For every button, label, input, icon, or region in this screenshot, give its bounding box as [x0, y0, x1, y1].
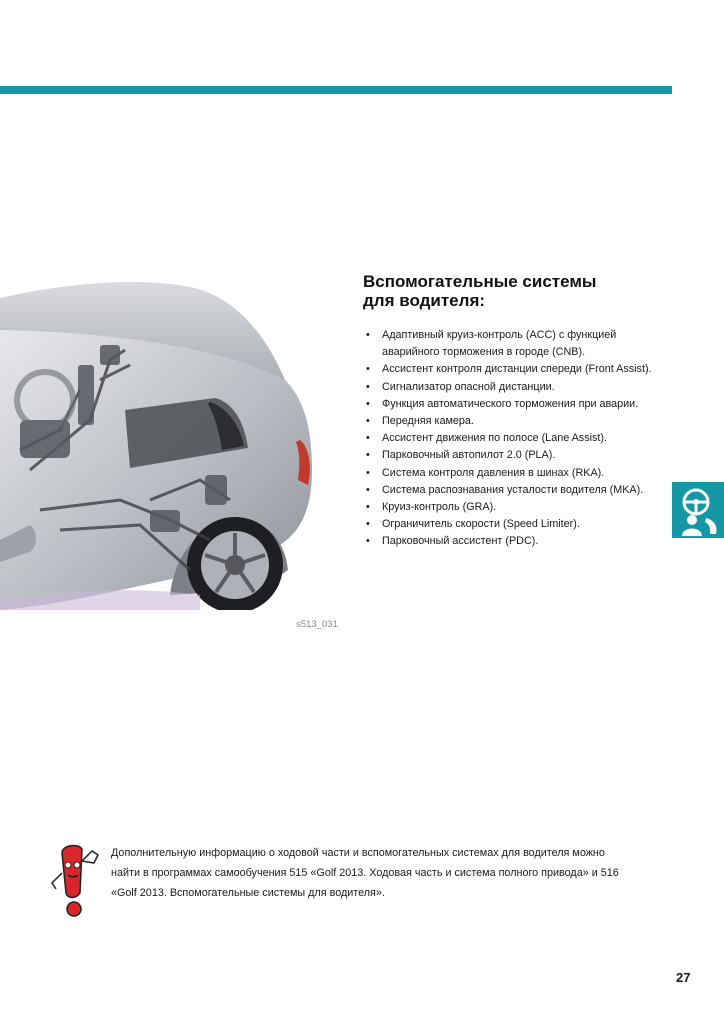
section-heading [363, 272, 663, 310]
note-text: Дополнительную информацию о ходовой части и вспомогательных системах для водителя можно найти в программах самообучения 515 «Golf 2013. Ходовая часть и система полного привода» и 516 «Golf 2013. Вспомогательные системы для водителя». [111, 847, 619, 899]
steering-wheel-driver-icon [672, 482, 724, 538]
figure-caption: s513_031 [296, 619, 338, 630]
section-heading-line2: для водителя: [363, 291, 486, 310]
header-accent-bar [0, 86, 672, 94]
list-item: • Передняя камера. [366, 413, 666, 430]
list-item: • Круиз-контроль (GRA). [366, 499, 666, 516]
list-item: • Ассистент движения по полосе (Lane Assist). [366, 430, 666, 447]
chapter-side-tab [672, 482, 724, 538]
page-number: 27 [676, 970, 691, 985]
car-cutaway-illustration [0, 270, 330, 610]
list-item: • Парковочный ассистент (PDC). [366, 533, 666, 550]
list-item: • Система распознавания усталости водителя (MKA). [366, 482, 666, 499]
list-item: • Парковочный автопилот 2.0 (PLA). [366, 447, 666, 464]
list-item: • Функция автоматического торможения при аварии. [366, 396, 666, 413]
list-item: • Система контроля давления в шинах (RKA). [366, 465, 666, 482]
exclamation-mascot-icon [48, 843, 104, 921]
list-item: • Адаптивный круиз-контроль (ACC) с функцией аварийного торможения в городе (CNB). [366, 327, 666, 361]
list-item: • Ассистент контроля дистанции спереди (Front Assist). [366, 361, 666, 378]
list-item: • Сигнализатор опасной дистанции. [366, 379, 666, 396]
list-item: • Ограничитель скорости (Speed Limiter). [366, 516, 666, 533]
section-heading-line1: Вспомогательные системы [363, 272, 597, 291]
driver-assist-list [366, 327, 666, 551]
